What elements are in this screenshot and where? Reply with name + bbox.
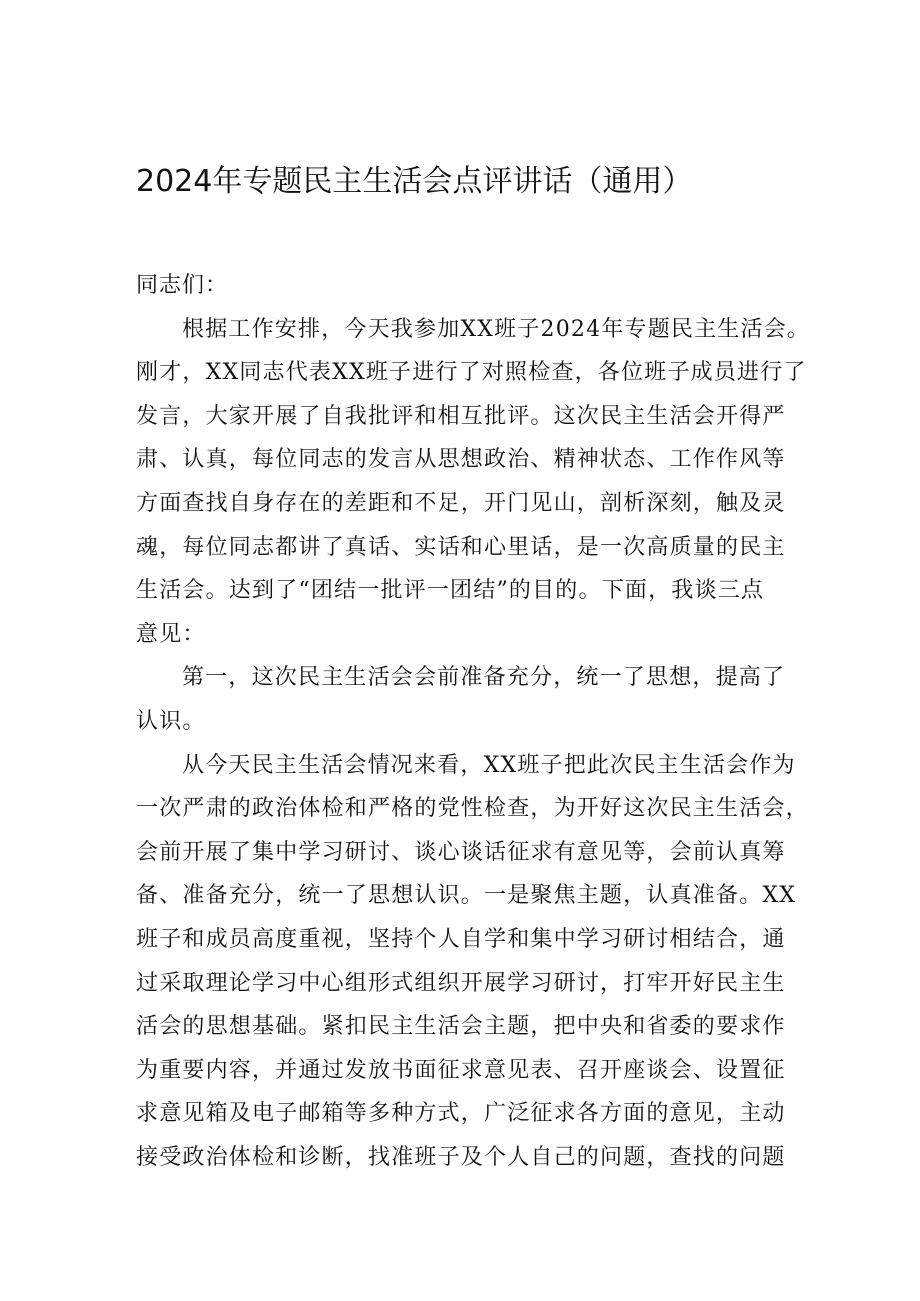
paragraph-line: 根据工作安排，今天我参加XX班子2024年专题民主生活会。 (182, 316, 811, 342)
paragraph-line: 为重要内容，并通过发放书面征求意见表、召开座谈会、设置征 (136, 1057, 786, 1083)
paragraph-line: 备、准备充分，统一了思想认识。一是聚焦主题，认真准备。XX (136, 883, 797, 909)
greeting-line: 同志们： (136, 273, 229, 298)
paragraph-line: 接受政治体检和诊断，找准班子及个人自己的问题，查找的问题 (136, 1144, 786, 1170)
paragraph-line: 过采取理论学习中心组形式组织开展学习研讨，打牢开好民主生 (136, 970, 786, 996)
paragraph-line: 刚才，XX同志代表XX班子进行了对照检查，各位班子成员进行了 (136, 360, 807, 386)
paragraph-line: 求意见箱及电子邮箱等多种方式，广泛征求各方面的意见，主动 (136, 1101, 786, 1127)
document-title: 2024年专题民主生活会点评讲话（通用） (136, 164, 693, 199)
paragraph-line: 肃、认真，每位同志的发言从思想政治、精神状态、工作作风等 (136, 447, 786, 473)
paragraph-line: 活会的思想基础。紧扣民主生活会主题，把中央和省委的要求作 (136, 1014, 786, 1040)
paragraph-line: 班子和成员高度重视，坚持个人自学和集中学习研讨相结合，通 (136, 926, 786, 952)
paragraph-line: 从今天民主生活会情况来看，XX班子把此次民主生活会作为 (182, 752, 796, 778)
paragraph-line: 发言，大家开展了自我批评和相互批评。这次民主生活会开得严 (136, 403, 786, 429)
paragraph-line: 一次严肃的政治体检和严格的党性检查，为开好这次民主生活会， (136, 796, 809, 822)
paragraph-line: 认识。 (136, 708, 206, 734)
paragraph-line: 生活会。达到了“团结一批评一团结”的目的。下面，我谈三点 (136, 578, 765, 604)
paragraph-line: 方面查找自身存在的差距和不足，开门见山，剖析深刻，触及灵 (136, 490, 786, 516)
paragraph-line: 第一，这次民主生活会会前准备充分，统一了思想，提高了 (182, 665, 786, 691)
paragraph-line: 意见： (136, 621, 206, 647)
paragraph-line: 魂，每位同志都讲了真话、实话和心里话，是一次高质量的民主 (136, 534, 786, 560)
paragraph-line: 会前开展了集中学习研讨、谈心谈话征求有意见等，会前认真筹 (136, 839, 786, 865)
document-body (136, 264, 811, 1179)
